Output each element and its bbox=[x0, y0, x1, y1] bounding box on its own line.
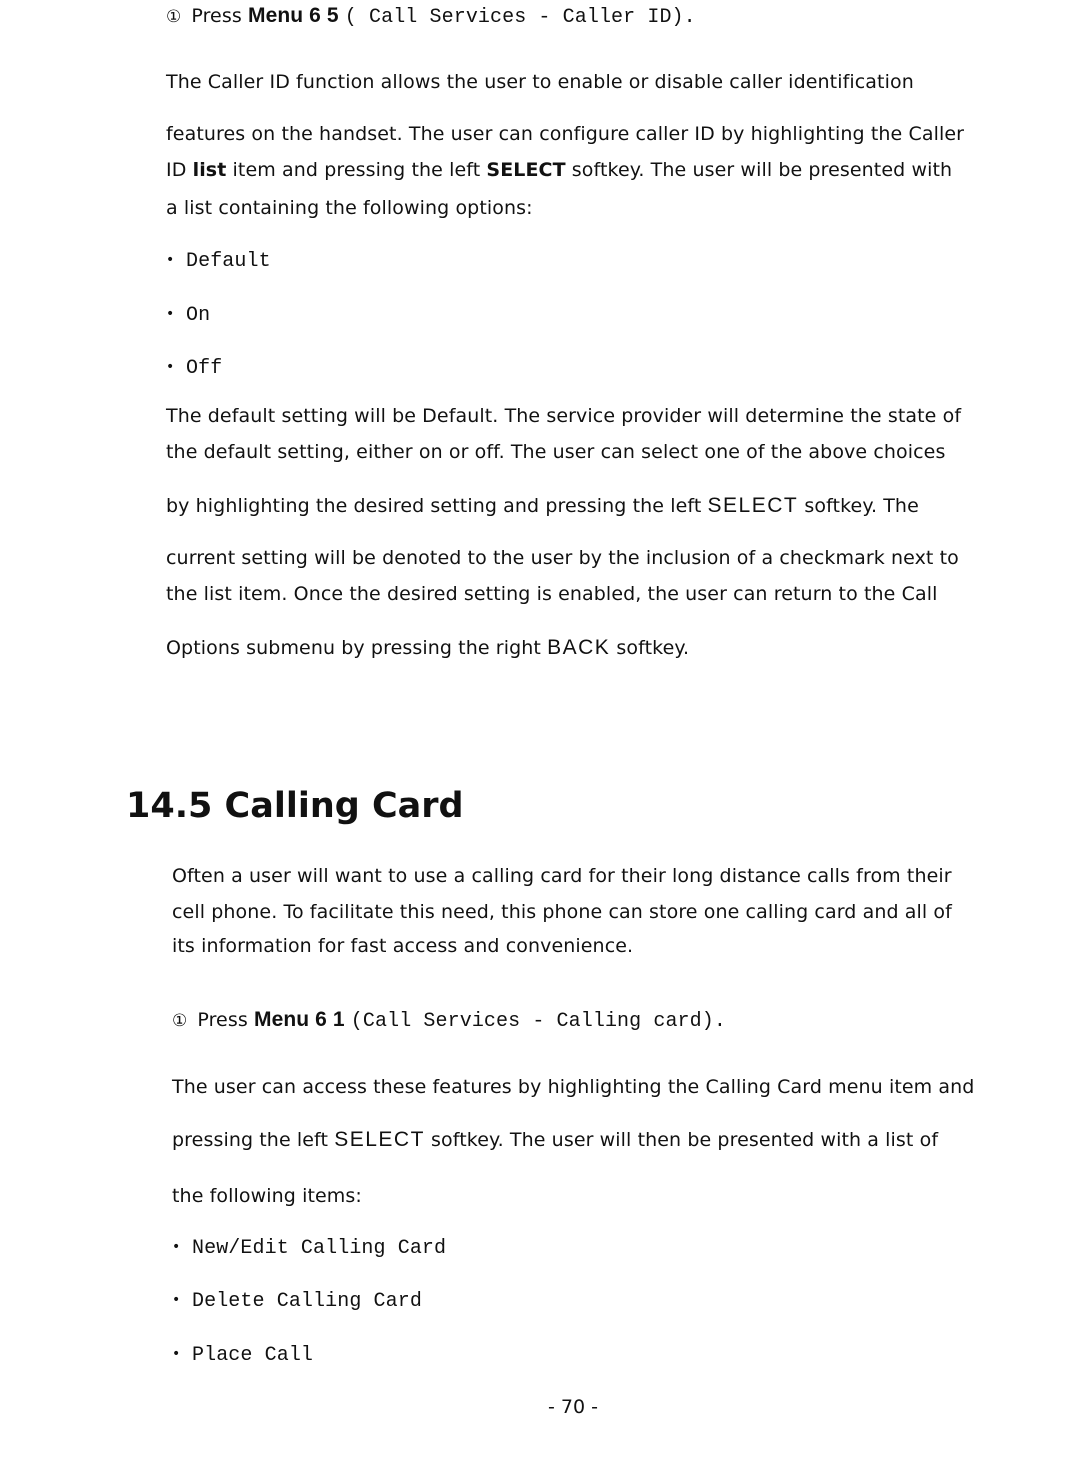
calling-card-description-line-3: the following items: bbox=[172, 1185, 362, 1207]
caller-id-intro-line-4: a list containing the following options: bbox=[166, 197, 533, 219]
caller-id-description-line-5: the list item. Once the desired setting is enabled, the user can return to the Call bbox=[166, 583, 938, 605]
step-press-label: Press bbox=[197, 1009, 248, 1031]
option-label: On bbox=[186, 304, 211, 327]
caller-id-description-line-4: current setting will be denoted to the user by the inclusion of a checkmark next to bbox=[166, 547, 959, 569]
option-list-item bbox=[166, 248, 271, 274]
step-press-label: Press bbox=[191, 5, 242, 27]
description-text-segment: Options submenu by pressing the right bbox=[166, 637, 548, 659]
bullet-icon: • bbox=[172, 1346, 181, 1362]
calling-card-description-line-2 bbox=[172, 1128, 938, 1152]
item-label: Delete Calling Card bbox=[192, 1290, 422, 1313]
option-label: Default bbox=[186, 250, 271, 273]
menu-keys: Menu 6 5 bbox=[248, 4, 339, 27]
menu-path: (Call Services - Calling card). bbox=[350, 1010, 726, 1033]
step-number-icon: ① bbox=[172, 1011, 188, 1031]
step-number-icon: ① bbox=[166, 7, 182, 27]
page-number: - 70 - bbox=[548, 1396, 598, 1418]
menu-keys: Menu 6 1 bbox=[254, 1008, 345, 1031]
select-softkey-label: SELECT bbox=[334, 1128, 425, 1151]
caller-id-intro-line-3 bbox=[166, 158, 952, 182]
caller-id-description-line-6 bbox=[166, 636, 689, 660]
calling-card-description-line-1: The user can access these features by highlighting the Calling Card menu item and bbox=[172, 1076, 975, 1098]
caller-id-intro-line-1: The Caller ID function allows the user to enable or disable caller identification bbox=[166, 71, 914, 93]
caller-id-description-line-1: The default setting will be Default. The service provider will determine the state of bbox=[166, 405, 962, 427]
description-text-segment: softkey. The user will then be presented with a list of bbox=[424, 1129, 939, 1151]
calling-card-list-item bbox=[172, 1342, 313, 1368]
description-text-segment: pressing the left bbox=[172, 1129, 335, 1151]
calling-card-list-item bbox=[172, 1235, 446, 1261]
caller-id-description-line-2: the default setting, either on or off. The user can select one of the above choices bbox=[166, 441, 946, 463]
calling-card-intro-line-3: its information for fast access and convenience. bbox=[172, 935, 634, 957]
calling-card-intro-line-2: cell phone. To facilitate this need, this phone can store one calling card and all of bbox=[172, 901, 952, 923]
intro-text-segment: item and pressing the left bbox=[226, 159, 487, 181]
caller-id-description-line-3 bbox=[166, 494, 919, 518]
option-list-item bbox=[166, 355, 222, 381]
calling-card-list-item bbox=[172, 1288, 422, 1314]
section-heading: 14.5 Calling Card bbox=[126, 786, 464, 826]
description-text-segment: softkey. The bbox=[798, 495, 919, 517]
bullet-icon: • bbox=[166, 306, 175, 322]
back-softkey-label: BACK bbox=[547, 636, 611, 659]
caller-id-intro-line-2: features on the handset. The user can configure caller ID by highlighting the Caller bbox=[166, 123, 965, 145]
option-list-item bbox=[166, 302, 210, 328]
bullet-icon: • bbox=[166, 359, 175, 375]
calling-card-step bbox=[172, 1008, 726, 1034]
bullet-icon: • bbox=[172, 1292, 181, 1308]
bullet-icon: • bbox=[166, 252, 175, 268]
menu-path: ( Call Services - Caller ID). bbox=[344, 6, 696, 29]
caller-id-step bbox=[166, 4, 696, 30]
calling-card-intro-line-1: Often a user will want to use a calling card for their long distance calls from their bbox=[172, 865, 952, 887]
description-text-segment: softkey. bbox=[610, 637, 690, 659]
item-label: New/Edit Calling Card bbox=[192, 1237, 447, 1260]
intro-text-segment: softkey. The user will be presented with bbox=[565, 159, 953, 181]
select-softkey-label: SELECT bbox=[486, 159, 566, 181]
description-text-segment: by highlighting the desired setting and pressing the left bbox=[166, 495, 708, 517]
intro-text-segment: ID bbox=[166, 159, 193, 181]
option-label: Off bbox=[186, 357, 223, 380]
item-label: Place Call bbox=[192, 1344, 314, 1367]
select-softkey-label: SELECT bbox=[707, 494, 799, 517]
bullet-icon: • bbox=[172, 1239, 181, 1255]
intro-bold-list: list bbox=[192, 159, 227, 181]
